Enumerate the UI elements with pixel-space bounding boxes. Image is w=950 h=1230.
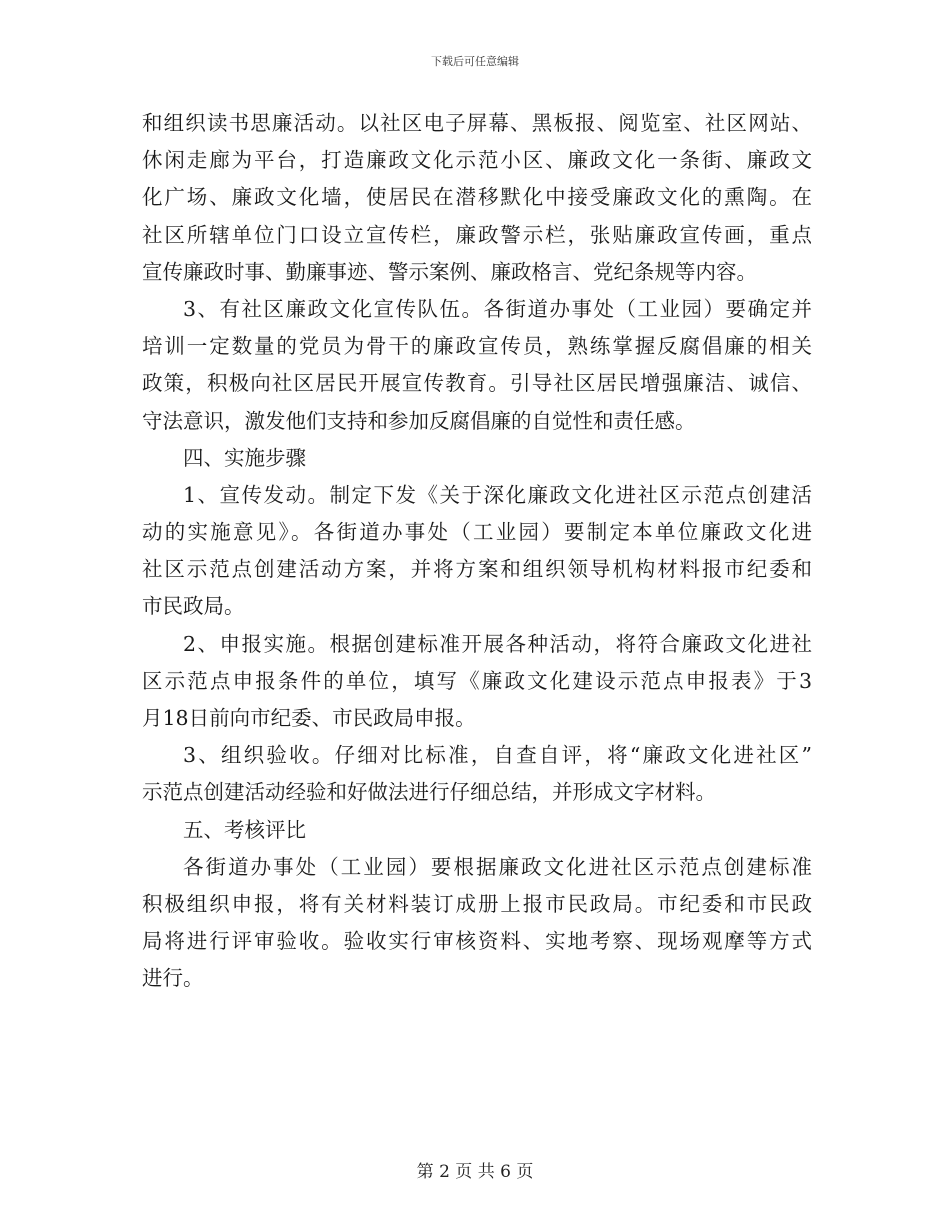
- text-line: 1、宣传发动。制定下发《关于深化廉政文化进社区示范点创建活: [183, 482, 812, 507]
- text-line: 社区所辖单位门口设立宣传栏，廉政警示栏，张贴廉政宣传画，重点: [142, 222, 812, 247]
- section-heading: 四、实施步骤: [183, 445, 306, 470]
- text-line: 宣传廉政时事、勤廉事迹、警示案例、廉政格言、党纪条规等内容。: [142, 259, 757, 284]
- document-body: [142, 105, 812, 998]
- text-line: 月18日前向市纪委、市民政局申报。: [142, 706, 476, 730]
- text-line: 各街道办事处（工业园）要根据廉政文化进社区示范点创建标准: [183, 854, 812, 879]
- text-line: 化广场、廉政文化墙，使居民在潜移默化中接受廉政文化的熏陶。在: [142, 185, 812, 210]
- text-line: 区示范点申报条件的单位，填写《廉政文化建设示范点申报表》于3: [142, 668, 812, 693]
- page-header: 下载后可任意编辑: [431, 55, 519, 68]
- text-line: 政策，积极向社区居民开展宣传教育。引导社区居民增强廉洁、诚信、: [142, 371, 812, 396]
- section-heading: 五、考核评比: [183, 817, 306, 842]
- text-line: 休闲走廊为平台，打造廉政文化示范小区、廉政文化一条街、廉政文: [142, 148, 812, 173]
- text-line: 3、组织验收。仔细对比标准，自查自评，将“廉政文化进社区”: [183, 743, 812, 768]
- text-line: 市民政局。: [142, 594, 245, 619]
- text-line: 局将进行评审验收。验收实行审核资料、实地考察、现场观摩等方式: [142, 929, 812, 954]
- text-line: 积极组织申报，将有关材料装订成册上报市民政局。市纪委和市民政: [142, 891, 812, 916]
- text-line: 示范点创建活动经验和好做法进行仔细总结，并形成文字材料。: [142, 780, 716, 805]
- text-line: 培训一定数量的党员为骨干的廉政宣传员，熟练掌握反腐倡廉的相关: [142, 334, 812, 359]
- text-line: 进行。: [142, 966, 204, 991]
- text-line: 2、申报实施。根据创建标准开展各种活动，将符合廉政文化进社: [183, 631, 812, 656]
- page-footer: 第 2 页 共 6 页: [416, 1162, 534, 1182]
- text-line: 动的实施意见》。各街道办事处（工业园）要制定本单位廉政文化进: [142, 520, 812, 545]
- text-line: 3、有社区廉政文化宣传队伍。各街道办事处（工业园）要确定并: [183, 296, 812, 321]
- text-line: 社区示范点创建活动方案，并将方案和组织领导机构材料报市纪委和: [142, 557, 812, 582]
- text-line: 和组织读书思廉活动。以社区电子屏幕、黑板报、阅览室、社区网站、: [142, 111, 812, 135]
- text-line: 守法意识，激发他们支持和参加反腐倡廉的自觉性和责任感。: [142, 408, 696, 433]
